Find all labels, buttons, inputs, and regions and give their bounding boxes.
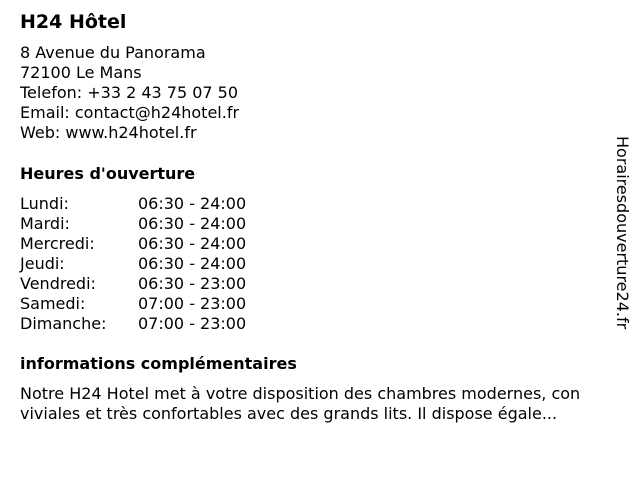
hours-row-wednesday: [20, 234, 246, 254]
day-label: Vendredi:: [20, 274, 96, 293]
time-range: 07:00 - 23:00: [138, 314, 247, 333]
day-label: Lundi:: [20, 194, 69, 213]
info-text-line: viviales et très confortables avec des grands lits. Il dispose égale...: [20, 404, 558, 423]
time-range: 07:00 - 23:00: [138, 294, 247, 313]
hours-row-monday: [20, 194, 246, 214]
info-text-line: Notre H24 Hotel met à votre disposition des chambres modernes, con: [20, 384, 581, 403]
additional-info-text: [20, 384, 630, 424]
time-range: 06:30 - 24:00: [138, 234, 247, 253]
time-range: 06:30 - 24:00: [138, 214, 247, 233]
time-range: 06:30 - 24:00: [138, 254, 247, 273]
email-address: Email: contact@h24hotel.fr: [20, 103, 240, 122]
hours-row-saturday: [20, 294, 246, 314]
street-address: 8 Avenue du Panorama: [20, 43, 206, 62]
opening-hours-table: [20, 194, 246, 334]
hours-row-tuesday: [20, 214, 246, 234]
hours-row-thursday: [20, 254, 246, 274]
phone-number: Telefon: +33 2 43 75 07 50: [20, 83, 239, 102]
site-watermark: Horairesdouverture24.fr: [613, 136, 632, 330]
address-block: [20, 43, 239, 143]
day-label: Mercredi:: [20, 234, 95, 253]
hours-row-friday: [20, 274, 246, 294]
opening-hours-heading: Heures d'ouverture: [20, 164, 196, 183]
day-label: Samedi:: [20, 294, 86, 313]
time-range: 06:30 - 24:00: [138, 194, 247, 213]
additional-info-heading: informations complémentaires: [20, 354, 297, 373]
page-title: H24 Hôtel: [20, 11, 127, 33]
day-label: Mardi:: [20, 214, 70, 233]
day-label: Dimanche:: [20, 314, 107, 333]
city-postcode: 72100 Le Mans: [20, 63, 142, 82]
hours-row-sunday: [20, 314, 246, 334]
time-range: 06:30 - 23:00: [138, 274, 247, 293]
website-address: Web: www.h24hotel.fr: [20, 123, 197, 142]
day-label: Jeudi:: [20, 254, 65, 273]
